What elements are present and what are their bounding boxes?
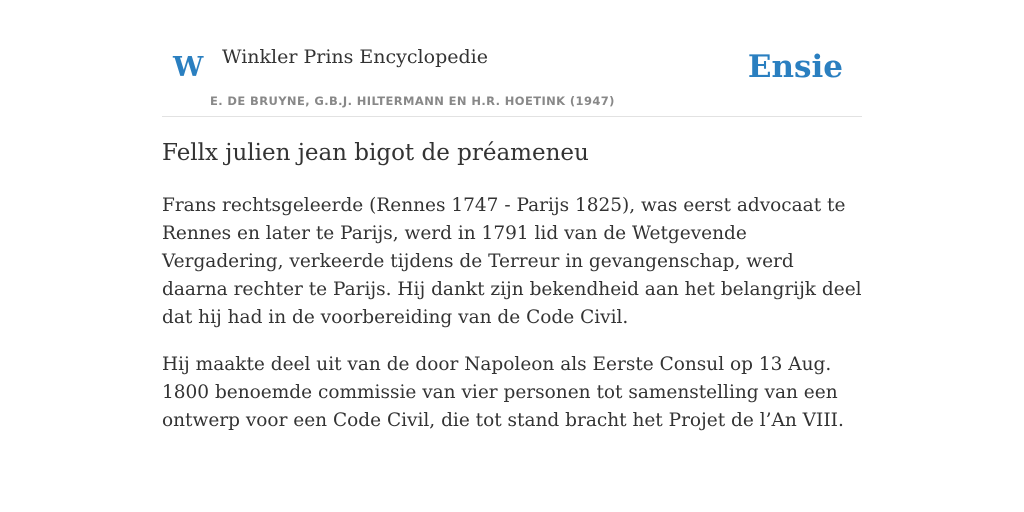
source-header bbox=[162, 0, 862, 117]
article-title: Fellx julien jean bigot de préameneu bbox=[162, 140, 589, 166]
article-paragraph: Hij maakte deel uit van de door Napoleon als Eerste Consul op 13 Aug. 1800 benoemde commissie van vier personen tot samenstelling van een ontwerp voor een Code Civil, die tot stand bracht het Projet de l’An VIII. bbox=[162, 354, 844, 431]
article-body bbox=[162, 192, 862, 454]
winkler-prins-logo[interactable]: W bbox=[173, 52, 204, 83]
ensie-logo-link[interactable]: Ensie bbox=[747, 49, 843, 85]
source-authors: E. DE BRUYNE, G.B.J. HILTERMANN EN H.R. HOETINK (1947) bbox=[210, 94, 615, 108]
source-title[interactable]: Winkler Prins Encyclopedie bbox=[222, 46, 488, 68]
page bbox=[162, 0, 862, 431]
article-paragraph: Frans rechtsgeleerde (Rennes 1747 - Parijs 1825), was eerst advocaat te Rennes en later te Parijs, werd in 1791 lid van de Wetgevende Vergadering, verkeerde tijdens de Terreur in gevangenschap, werd daarna rechter te Parijs. Hij dankt zijn bekendheid aan het belangrijk deel dat hij had in de voorbereiding van de Code Civil. bbox=[162, 195, 862, 328]
